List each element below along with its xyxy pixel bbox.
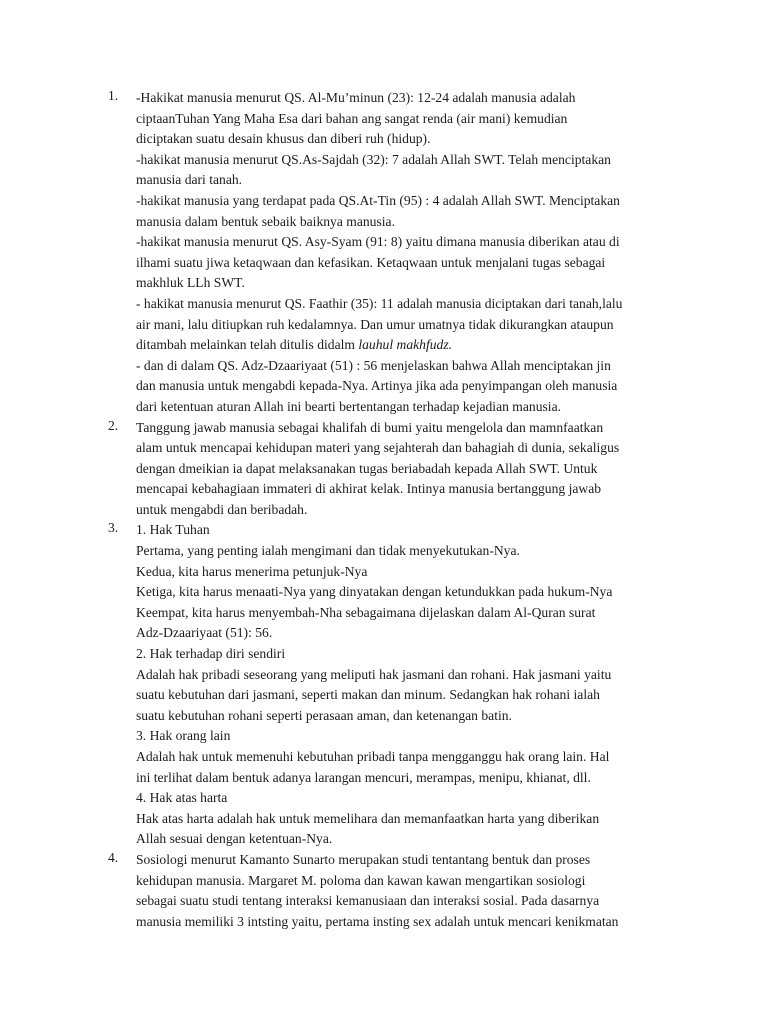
- subheading: 2. Hak terhadap diri sendiri: [136, 646, 286, 662]
- text-line: -Hakikat manusia menurut QS. Al-Mu’minun (23): 12-24 adalah manusia adalah: [136, 90, 576, 105]
- text-line: Hak atas harta adalah hak untuk memelihara dan memanfaatkan harta yang diberikan: [136, 810, 600, 826]
- text-line: dan manusia untuk mengabdi kepada-Nya. Artinya jika ada penyimpangan oleh manusia: [136, 378, 618, 394]
- text-line: Kedua, kita harus menerima petunjuk-Nya: [136, 563, 368, 579]
- text-line: kehidupan manusia. Margaret M. poloma dan kawan kawan mengartikan sosiologi: [136, 872, 586, 888]
- text-line: manusia dari tanah.: [136, 172, 243, 188]
- subheading: 1. Hak Tuhan: [136, 522, 210, 538]
- text-line: diciptakan suatu desain khusus dan diberi ruh (hidup).: [136, 131, 431, 147]
- text-line: Adz-Dzaariyaat (51): 56.: [136, 625, 273, 641]
- document-page: [0, 88, 768, 932]
- text-line: dari ketentuan aturan Allah ini bearti bertentangan terhadap kejadian manusia.: [136, 398, 562, 414]
- text-line: dengan dmeikian ia dapat melaksanakan tugas beriabadah kepada Allah SWT. Untuk: [136, 460, 598, 476]
- text-line: - dan di dalam QS. Adz-Dzaariyaat (51) : 56 menjelaskan bahwa Allah menciptakan jin: [136, 357, 611, 373]
- text-line: Allah sesuai dengan ketentuan-Nya.: [136, 831, 333, 847]
- text-line: sebagai suatu studi tentang interaksi kemanusiaan dan interaksi sosial. Pada dasarnya: [136, 893, 600, 909]
- list-number: 1.: [108, 88, 119, 103]
- text-line: ilhami suatu jiwa ketaqwaan dan kefasikan. Ketaqwaan untuk menjalani tugas sebagai: [136, 254, 606, 270]
- text-line: Adalah hak pribadi seseorang yang meliputi hak jasmani dan rohani. Hak jasmani yaitu: [136, 666, 612, 682]
- text-line: suatu kebutuhan rohani seperti perasaan aman, dan ketenangan batin.: [136, 707, 512, 723]
- text-line: Adalah hak untuk memenuhi kebutuhan pribadi tanpa mengganggu hak orang lain. Hal: [136, 749, 610, 764]
- list-number: 4.: [108, 849, 119, 865]
- italic-term: lauhul makhfudz.: [358, 337, 453, 353]
- text-line: -hakikat manusia menurut QS. Asy-Syam (91: 8) yaitu dimana manusia diberikan atau di: [136, 234, 620, 250]
- text-line: air mani, lalu ditiupkan ruh kedalamnya. Dan umur umatnya tidak dikurangkan ataupun: [136, 316, 614, 332]
- list-item-4: [0, 850, 768, 932]
- text-line: ciptaanTuhan Yang Maha Esa dari bahan ang sangat renda (air mani) kemudian: [136, 110, 568, 126]
- text-line: mencapai kebahagiaan immateri di akhirat kelak. Intinya manusia bertanggung jawab: [136, 481, 602, 497]
- text-line: manusia dalam bentuk sebaik baiknya manusia.: [136, 213, 395, 229]
- list-item-3: [0, 520, 768, 850]
- list-number: 3.: [108, 520, 119, 536]
- text-line: Sosiologi menurut Kamanto Sunarto merupakan studi tentantang bentuk dan proses: [136, 851, 591, 867]
- text-line-with-italic: [136, 335, 688, 356]
- text-line: -hakikat manusia menurut QS.As-Sajdah (32): 7 adalah Allah SWT. Telah menciptakan: [136, 151, 611, 167]
- text-line: untuk mengabdi dan beribadah.: [136, 501, 308, 517]
- list-item-2: [0, 418, 768, 521]
- text-line: alam untuk mencapai kehidupan materi yang sejahterah dan bahagiah di dunia, sekaligus: [136, 440, 620, 456]
- text-line: ini terlihat dalam bentuk adanya larangan mencuri, merampas, menipu, khianat, dll.: [136, 769, 591, 785]
- list-number: 2.: [108, 417, 119, 433]
- subheading: 3. Hak orang lain: [136, 728, 231, 744]
- text-line: suatu kebutuhan dari jasmani, seperti makan dan minum. Sedangkan hak rohani ialah: [136, 687, 600, 703]
- subheading: 4. Hak atas harta: [136, 790, 228, 806]
- text-line: manusia memiliki 3 intsting yaitu, pertama insting sex adalah untuk mencari kenikmatan: [136, 913, 619, 929]
- text-line: Ketiga, kita harus menaati-Nya yang dinyatakan dengan ketundukkan pada hukum-Nya: [136, 584, 613, 600]
- text-line: Keempat, kita harus menyembah-Nha sebagaimana dijelaskan dalam Al-Quran surat: [136, 604, 596, 620]
- text-line: - hakikat manusia menurut QS. Faathir (35): 11 adalah manusia diciptakan dari tanah,lalu: [136, 295, 623, 311]
- list-item-1: [0, 88, 768, 418]
- text-line: -hakikat manusia yang terdapat pada QS.At-Tin (95) : 4 adalah Allah SWT. Menciptakan: [136, 192, 620, 208]
- text-line: Tanggung jawab manusia sebagai khalifah di bumi yaitu mengelola dan mamnfaatkan: [136, 419, 604, 435]
- text-segment: ditambah melainkan telah ditulis didalm: [136, 337, 359, 353]
- text-line: Pertama, yang penting ialah mengimani dan tidak menyekutukan-Nya.: [136, 543, 520, 559]
- text-line: makhluk LLh SWT.: [136, 275, 245, 291]
